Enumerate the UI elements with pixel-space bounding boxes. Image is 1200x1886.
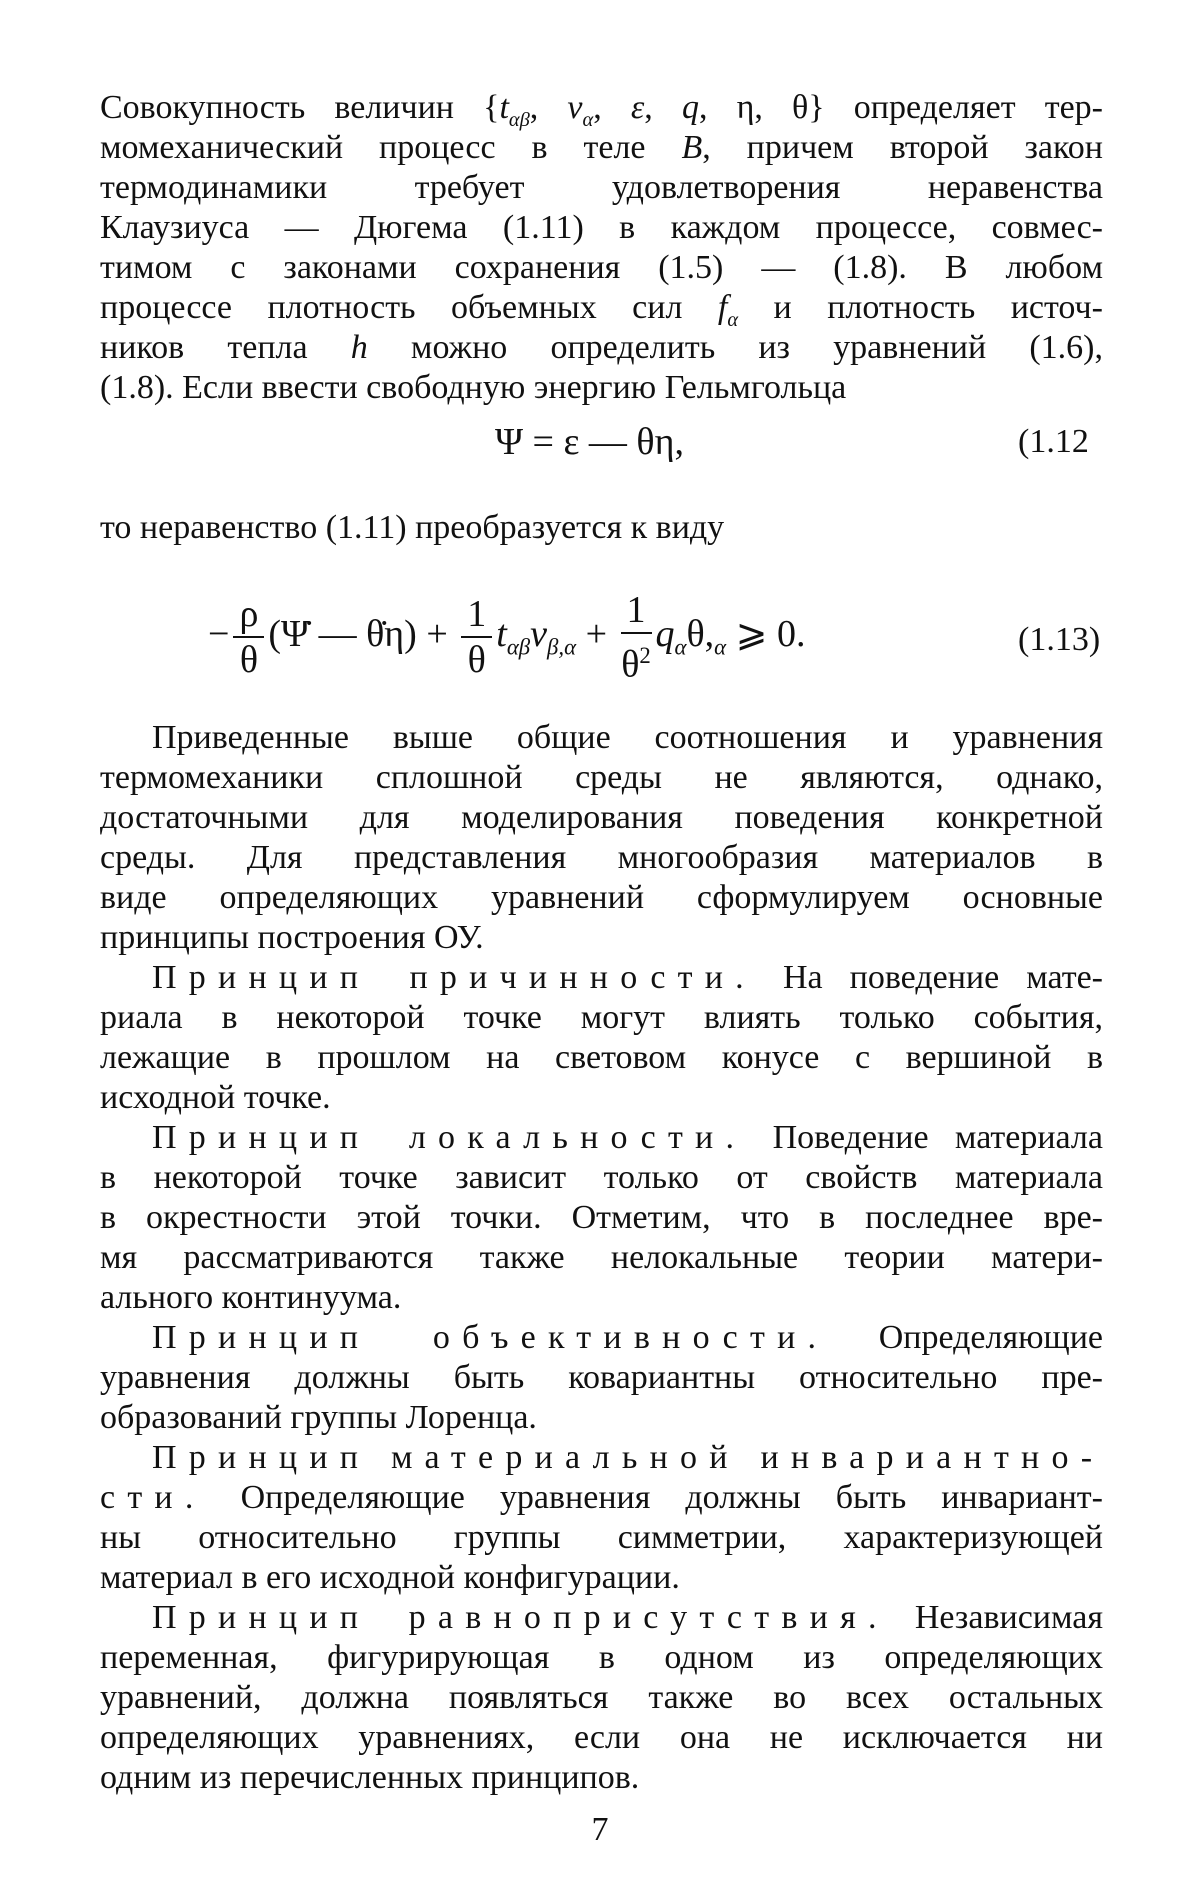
principle-objectivity-line-1: Принцип объективности. Определяющие	[152, 1319, 1103, 1356]
principle-causality-line-3: лежащие в прошлом на световом конусе с вершиной в	[100, 1039, 1103, 1076]
principle-locality-line-5: ального континуума.	[100, 1279, 402, 1316]
principle-equipresence-title: Принцип равноприсутствия.	[152, 1599, 889, 1636]
principle-locality-line-2: в некоторой точке зависит только от свойств материала	[100, 1159, 1103, 1196]
equation-1-13: − $\frac{\rho}{\theta}$ (Ψ̇ — θ̇η) + $\frac{1}{\theta}$ $t_{\alpha\beta}v_{\beta,\alpha}$ + $\frac{1}{\theta^2}$ $q_\alpha\theta,_\alpha$ ⩾ 0.	[208, 589, 806, 686]
principle-objectivity-line-2: уравнения должны быть ковариантны относительно пре-	[100, 1359, 1103, 1396]
principle-causality-line-4: исходной точке.	[100, 1079, 331, 1116]
principle-equipresence-line-3: уравнений, должна появляться также во всех остальных	[100, 1679, 1103, 1716]
paragraph-1-line-6: процессе плотность объемных сил $f_\alpha$ и плотность источ-	[100, 289, 1103, 331]
equation-number-1-12: (1.12	[1018, 423, 1089, 460]
page-number: 7	[591, 1811, 609, 1848]
principle-causality-title: Принцип причинности.	[152, 959, 756, 996]
principle-locality-line-3: в окрестности этой точки. Отметим, что в последнее вре-	[100, 1199, 1103, 1236]
equation-number-1-13: (1.13)	[1018, 621, 1101, 658]
principle-material-invariance-line-2: сти. Определяющие уравнения должны быть инвариант-	[100, 1479, 1103, 1516]
principle-locality-line-4: мя рассматриваются также нелокальные теории матери-	[100, 1239, 1103, 1276]
paragraph-2-line-4: среды. Для представления многообразия материалов в	[100, 839, 1103, 876]
text-before-equation-1-13: то неравенство (1.11) преобразуется к виду	[100, 509, 725, 546]
paragraph-1-line-5: тимом с законами сохранения (1.5) — (1.8). В любом	[100, 249, 1103, 286]
principle-equipresence-line-1: Принцип равноприсутствия. Независимая	[152, 1599, 1103, 1636]
paragraph-2-line-1: Приведенные выше общие соотношения и уравнения	[152, 719, 1103, 756]
principle-objectivity-title: Принцип объективности.	[152, 1319, 829, 1356]
principle-causality-line-2: риала в некоторой точке могут влиять только события,	[100, 999, 1103, 1036]
paragraph-1-line-4: Клаузиуса — Дюгема (1.11) в каждом процессе, совмес-	[100, 209, 1103, 246]
paragraph-2-line-3: достаточными для моделирования поведения конкретной	[100, 799, 1103, 836]
paragraph-1-line-7: ников тепла h можно определить из уравнений (1.6),	[100, 329, 1103, 366]
paragraph-2-line-6: принципы построения ОУ.	[100, 919, 484, 956]
paragraph-1-line-3: термодинамики требует удовлетворения неравенства	[100, 169, 1103, 206]
paragraph-1-line-8: (1.8). Если ввести свободную энергию Гельмгольца	[100, 369, 847, 406]
principle-locality-line-1: Принцип локальности. Поведение материала	[152, 1119, 1103, 1156]
principle-material-invariance-line-4: материал в его исходной конфигурации.	[100, 1559, 680, 1596]
principle-locality-title: Принцип локальности.	[152, 1119, 747, 1156]
principle-equipresence-line-4: определяющих уравнениях, если она не исключается ни	[100, 1719, 1103, 1756]
principle-objectivity-line-3: образований группы Лоренца.	[100, 1399, 537, 1436]
paragraph-1-line-1: Совокупность величин {$t_{\alpha\beta}$, $v_\alpha$, ε, q, η, θ} определяет тер-	[100, 89, 1103, 131]
principle-material-invariance-line-1: Принцип материальной инвариантно-	[152, 1439, 1105, 1476]
principle-causality-line-1: Принцип причинности. На поведение мате-	[152, 959, 1103, 996]
paragraph-2-line-5: виде определяющих уравнений сформулируем основные	[100, 879, 1103, 916]
principle-equipresence-line-5: одним из перечисленных принципов.	[100, 1759, 640, 1796]
principle-material-invariance-title-end: сти.	[100, 1479, 206, 1516]
paragraph-1-line-2: момеханический процесс в теле B, причем второй закон	[100, 129, 1103, 166]
equation-1-12: Ψ = ε — θη,	[495, 421, 684, 463]
principle-material-invariance-line-3: ны относительно группы симметрии, характеризующей	[100, 1519, 1103, 1556]
paragraph-2-line-2: термомеханики сплошной среды не являются, однако,	[100, 759, 1103, 796]
principle-equipresence-line-2: переменная, фигурирующая в одном из определяющих	[100, 1639, 1103, 1676]
